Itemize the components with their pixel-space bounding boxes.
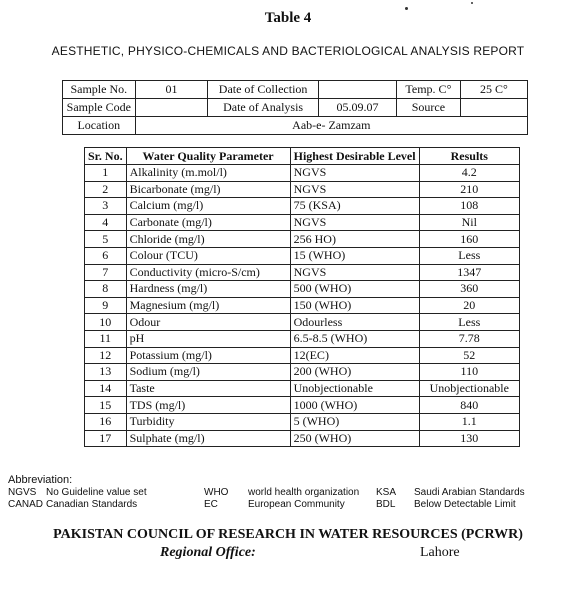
date-collection-label: Date of Collection [208, 81, 319, 99]
cell-desirable-level: 12(EC) [290, 347, 419, 364]
table-row [85, 430, 520, 447]
cell-desirable-level: 256 HO) [290, 231, 419, 248]
cell-result: Less [419, 247, 519, 264]
cell-parameter: Alkalinity (m.mol/l) [126, 165, 290, 182]
cell-parameter: Conductivity (micro-S/cm) [126, 264, 290, 281]
abbr-description: Below Detectable Limit [414, 499, 516, 510]
abbr-description: European Community [248, 499, 345, 510]
cell-result: 20 [419, 297, 519, 314]
table-row [85, 364, 520, 381]
sample-info-row [63, 81, 528, 99]
abbr-description: No Guideline value set [46, 487, 147, 498]
cell-result: 7.78 [419, 330, 519, 347]
abbr-description: Saudi Arabian Standards [414, 487, 525, 498]
cell-sr-no: 2 [85, 181, 127, 198]
sample-info-row [63, 99, 528, 117]
cell-parameter: Bicarbonate (mg/l) [126, 181, 290, 198]
abbr-description: world health organization [248, 487, 360, 498]
cell-sr-no: 5 [85, 231, 127, 248]
cell-sr-no: 1 [85, 165, 127, 182]
source-value [460, 99, 527, 117]
cell-parameter: Hardness (mg/l) [126, 281, 290, 298]
table-row [85, 281, 520, 298]
abbr-code: WHO [204, 487, 229, 498]
abbreviation-legend [8, 474, 568, 511]
cell-desirable-level: 150 (WHO) [290, 297, 419, 314]
cell-desirable-level: Unobjectionable [290, 380, 419, 397]
cell-desirable-level: 500 (WHO) [290, 281, 419, 298]
regional-office-value: Lahore [420, 545, 460, 560]
cell-sr-no: 11 [85, 330, 127, 347]
date-analysis-label: Date of Analysis [208, 99, 319, 117]
col-header-results: Results [419, 148, 519, 165]
cell-result: 52 [419, 347, 519, 364]
cell-desirable-level: NGVS [290, 264, 419, 281]
cell-sr-no: 8 [85, 281, 127, 298]
cell-result: 210 [419, 181, 519, 198]
cell-sr-no: 17 [85, 430, 127, 447]
cell-parameter: Carbonate (mg/l) [126, 214, 290, 231]
table-row [85, 264, 520, 281]
cell-result: 110 [419, 364, 519, 381]
abbreviation-heading: Abbreviation: [8, 474, 73, 486]
cell-desirable-level: 15 (WHO) [290, 247, 419, 264]
cell-sr-no: 3 [85, 198, 127, 215]
cell-parameter: Turbidity [126, 413, 290, 430]
cell-desirable-level: 75 (KSA) [290, 198, 419, 215]
scan-speck [471, 2, 473, 4]
source-label: Source [397, 99, 461, 117]
cell-result: 160 [419, 231, 519, 248]
scan-speck [405, 7, 408, 10]
table-row [85, 181, 520, 198]
col-header-parameter: Water Quality Parameter [126, 148, 290, 165]
table-row [85, 397, 520, 414]
col-header-desirable-level: Highest Desirable Level [290, 148, 419, 165]
sample-code-label: Sample Code [63, 99, 136, 117]
abbr-code: KSA [376, 487, 397, 498]
cell-sr-no: 16 [85, 413, 127, 430]
cell-result: Less [419, 314, 519, 331]
cell-desirable-level: 6.5-8.5 (WHO) [290, 330, 419, 347]
cell-sr-no: 9 [85, 297, 127, 314]
cell-result: Unobjectionable [419, 380, 519, 397]
cell-desirable-level: 250 (WHO) [290, 430, 419, 447]
regional-office-label: Regional Office: [160, 545, 256, 560]
sample-no-label: Sample No. [63, 81, 136, 99]
table-row [85, 380, 520, 397]
sample-info-table [62, 80, 528, 135]
cell-desirable-level: Odourless [290, 314, 419, 331]
cell-sr-no: 13 [85, 364, 127, 381]
sample-code-value [135, 99, 208, 117]
cell-result: 840 [419, 397, 519, 414]
cell-result: 1347 [419, 264, 519, 281]
table-row [85, 314, 520, 331]
temp-value: 25 C° [460, 81, 527, 99]
cell-parameter: Calcium (mg/l) [126, 198, 290, 215]
cell-result: 360 [419, 281, 519, 298]
cell-parameter: Taste [126, 380, 290, 397]
cell-parameter: Odour [126, 314, 290, 331]
cell-parameter: Potassium (mg/l) [126, 347, 290, 364]
cell-sr-no: 7 [85, 264, 127, 281]
cell-result: 130 [419, 430, 519, 447]
analysis-results-table [84, 147, 520, 447]
location-label: Location [63, 117, 136, 135]
abbr-code: NGVS [8, 487, 37, 498]
abbr-code: EC [204, 499, 218, 510]
cell-desirable-level: NGVS [290, 165, 419, 182]
abbr-code: CANAD [8, 499, 44, 510]
table-row [85, 297, 520, 314]
table-row [85, 413, 520, 430]
cell-result: 1.1 [419, 413, 519, 430]
col-header-sr-no: Sr. No. [85, 148, 127, 165]
organization-name: PAKISTAN COUNCIL OF RESEARCH IN WATER RESOURCES (PCRWR) [53, 527, 523, 542]
cell-parameter: Sodium (mg/l) [126, 364, 290, 381]
cell-result: 4.2 [419, 165, 519, 182]
abbr-description: Canadian Standards [46, 499, 138, 510]
cell-sr-no: 15 [85, 397, 127, 414]
cell-parameter: pH [126, 330, 290, 347]
cell-parameter: Colour (TCU) [126, 247, 290, 264]
cell-parameter: TDS (mg/l) [126, 397, 290, 414]
cell-desirable-level: NGVS [290, 214, 419, 231]
table-row [85, 347, 520, 364]
table-header-row [85, 148, 520, 165]
table-row [85, 198, 520, 215]
abbr-code: BDL [376, 499, 396, 510]
cell-sr-no: 12 [85, 347, 127, 364]
table-row [85, 165, 520, 182]
cell-sr-no: 4 [85, 214, 127, 231]
location-value: Aab-e- Zamzam [135, 117, 527, 135]
report-title: AESTHETIC, PHYSICO-CHEMICALS AND BACTERIOLOGICAL ANALYSIS REPORT [51, 44, 525, 58]
cell-parameter: Sulphate (mg/l) [126, 430, 290, 447]
date-collection-value [318, 81, 396, 99]
cell-parameter: Chloride (mg/l) [126, 231, 290, 248]
table-row [85, 214, 520, 231]
sample-no-value: 01 [135, 81, 208, 99]
table-row [85, 330, 520, 347]
cell-desirable-level: NGVS [290, 181, 419, 198]
abbreviation-row [8, 487, 568, 499]
cell-sr-no: 10 [85, 314, 127, 331]
table-title: Table 4 [264, 10, 312, 26]
cell-desirable-level: 200 (WHO) [290, 364, 419, 381]
cell-parameter: Magnesium (mg/l) [126, 297, 290, 314]
cell-sr-no: 6 [85, 247, 127, 264]
cell-desirable-level: 5 (WHO) [290, 413, 419, 430]
date-analysis-value: 05.09.07 [318, 99, 396, 117]
cell-sr-no: 14 [85, 380, 127, 397]
abbreviation-row [8, 499, 568, 511]
table-row [85, 231, 520, 248]
table-row [85, 247, 520, 264]
cell-result: 108 [419, 198, 519, 215]
temp-label: Temp. C° [397, 81, 461, 99]
cell-result: Nil [419, 214, 519, 231]
sample-info-row [63, 117, 528, 135]
cell-desirable-level: 1000 (WHO) [290, 397, 419, 414]
